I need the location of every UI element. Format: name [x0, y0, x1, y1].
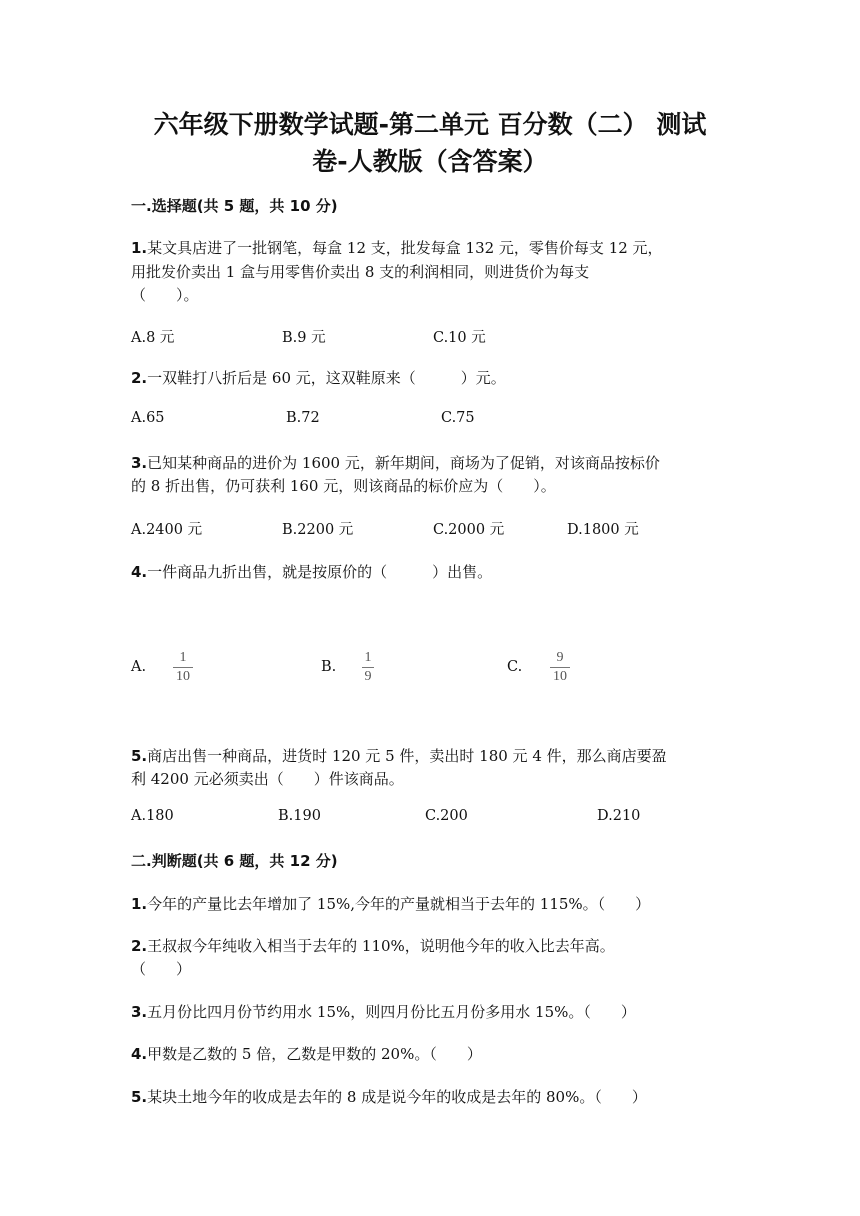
question-number: 2. — [131, 937, 148, 955]
judgement-3 — [131, 1001, 636, 1022]
option-b: B.9 元 — [282, 330, 326, 346]
question-text: 一双鞋打八折后是 60 元，这双鞋原来（ ）元。 — [147, 369, 506, 387]
document-title-line1: 六年级下册数学试题-第二单元 百分数（二） 测试 — [153, 110, 707, 139]
judgement-2-line2: （ ） — [131, 960, 192, 978]
question-number: 1. — [131, 895, 148, 913]
question-text: 今年的产量比去年增加了 15%,今年的产量就相当于去年的 115%。（ ） — [147, 895, 651, 913]
question-text: 一件商品九折出售，就是按原价的（ ）出售。 — [147, 563, 493, 581]
option-b: B.190 — [278, 808, 321, 824]
fraction-bar — [173, 667, 193, 668]
option-a: A.2400 元 — [131, 522, 203, 538]
denominator: 9 — [364, 669, 372, 684]
question-number: 2. — [131, 369, 148, 387]
judgement-5 — [131, 1086, 647, 1107]
numerator: 9 — [556, 650, 564, 665]
option-c: C.10 元 — [433, 330, 486, 346]
question-text: 王叔叔今年纯收入相当于去年的 110%，说明他今年的收入比去年高。 — [147, 937, 615, 955]
question-text: 五月份比四月份节约用水 15%，则四月份比五月份多用水 15%。（ ） — [147, 1003, 636, 1021]
option-b: B.2200 元 — [282, 522, 354, 538]
option-a: A.180 — [131, 808, 174, 824]
option-b-fraction — [362, 651, 374, 684]
section-heading-choice: 一.选择题(共 5 题，共 10 分) — [131, 197, 338, 215]
question-number: 1. — [131, 239, 148, 257]
option-a: A.65 — [131, 410, 165, 426]
question-text: 已知某种商品的进价为 1600 元，新年期间，商场为了促销，对该商品按标价 — [147, 454, 660, 472]
question-1-line2: 用批发价卖出 1 盒与用零售价卖出 8 支的利润相同，则进货价为每支 — [131, 263, 590, 281]
section-heading-judgement: 二.判断题(共 6 题，共 12 分) — [131, 852, 338, 870]
option-c: C.75 — [441, 410, 475, 426]
option-c-label: C. — [507, 659, 523, 675]
option-b: B.72 — [286, 410, 320, 426]
question-number: 4. — [131, 563, 148, 581]
question-text: 某块土地今年的收成是去年的 8 成是说今年的收成是去年的 80%。（ ） — [147, 1088, 647, 1106]
question-4-line1 — [131, 561, 492, 582]
question-3-line2: 的 8 折出售，仍可获利 160 元，则该商品的标价应为（ ）。 — [131, 477, 556, 495]
question-text: 甲数是乙数的 5 倍，乙数是甲数的 20%。（ ） — [147, 1045, 482, 1063]
question-number: 3. — [131, 1003, 148, 1021]
question-number: 5. — [131, 747, 148, 765]
judgement-1 — [131, 893, 650, 914]
option-a: A.8 元 — [131, 330, 175, 346]
question-number: 5. — [131, 1088, 148, 1106]
numerator: 1 — [364, 650, 372, 665]
judgement-4 — [131, 1043, 482, 1064]
option-b-label: B. — [321, 659, 337, 675]
question-number: 3. — [131, 454, 148, 472]
question-5-line2: 利 4200 元必须卖出（ ）件该商品。 — [131, 770, 404, 788]
option-d: D.1800 元 — [567, 522, 639, 538]
denominator: 10 — [176, 669, 190, 684]
question-5-line1 — [131, 745, 667, 766]
option-d: D.210 — [597, 808, 641, 824]
fraction-bar — [362, 667, 374, 668]
judgement-2-line1 — [131, 935, 615, 956]
option-c-fraction — [550, 651, 570, 684]
question-1-line3: （ ）。 — [131, 286, 199, 304]
question-text: 某文具店进了一批钢笔，每盒 12 支，批发每盒 132 元，零售价每支 12 元， — [147, 239, 663, 257]
numerator: 1 — [179, 650, 187, 665]
question-2-line1 — [131, 367, 506, 388]
question-3-line1 — [131, 452, 660, 473]
option-c: C.200 — [425, 808, 468, 824]
document-title-line2: 卷-人教版（含答案） — [312, 147, 548, 176]
question-number: 4. — [131, 1045, 148, 1063]
question-text: 商店出售一种商品，进货时 120 元 5 件，卖出时 180 元 4 件，那么商店要盈 — [147, 747, 667, 765]
denominator: 10 — [553, 669, 567, 684]
option-a-fraction — [173, 651, 193, 684]
option-a-label: A. — [131, 659, 147, 675]
question-1-line1 — [131, 237, 663, 258]
option-c: C.2000 元 — [433, 522, 505, 538]
fraction-bar — [550, 667, 570, 668]
